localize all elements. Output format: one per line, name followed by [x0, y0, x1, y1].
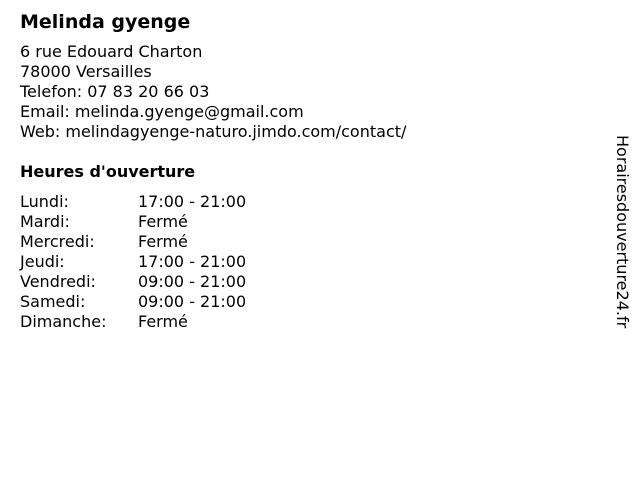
- business-name: Melinda gyenge: [20, 11, 191, 33]
- day-label: Mercredi:: [20, 232, 95, 251]
- day-label: Dimanche:: [20, 312, 107, 331]
- day-label: Jeudi:: [20, 252, 65, 271]
- hours-row-sunday: [20, 312, 600, 332]
- day-label: Vendredi:: [20, 272, 96, 291]
- hours-row-wednesday: [20, 232, 600, 252]
- opening-hours-table: [20, 192, 600, 332]
- hours-row-tuesday: [20, 212, 600, 232]
- phone-line: Telefon: 07 83 20 66 03: [20, 82, 210, 101]
- day-hours: 09:00 - 21:00: [138, 292, 247, 311]
- email-line: Email: melinda.gyenge@gmail.com: [20, 102, 304, 121]
- opening-hours-heading: Heures d'ouverture: [20, 162, 196, 181]
- day-label: Mardi:: [20, 212, 70, 231]
- day-hours: 17:00 - 21:00: [138, 252, 247, 271]
- day-hours: Fermé: [138, 232, 188, 251]
- day-hours: 09:00 - 21:00: [138, 272, 247, 291]
- hours-row-saturday: [20, 292, 600, 312]
- address-city: 78000 Versailles: [20, 62, 152, 81]
- day-label: Lundi:: [20, 192, 69, 211]
- day-hours: Fermé: [138, 312, 188, 331]
- hours-row-friday: [20, 272, 600, 292]
- hours-row-thursday: [20, 252, 600, 272]
- web-line: Web: melindagyenge-naturo.jimdo.com/contact/: [20, 122, 407, 141]
- day-hours: Fermé: [138, 212, 188, 231]
- day-label: Samedi:: [20, 292, 86, 311]
- hours-row-monday: [20, 192, 600, 212]
- address-street: 6 rue Edouard Charton: [20, 42, 203, 61]
- day-hours: 17:00 - 21:00: [138, 192, 247, 211]
- site-watermark: Horairesdouverture24.fr: [613, 135, 632, 329]
- business-card: [20, 10, 600, 332]
